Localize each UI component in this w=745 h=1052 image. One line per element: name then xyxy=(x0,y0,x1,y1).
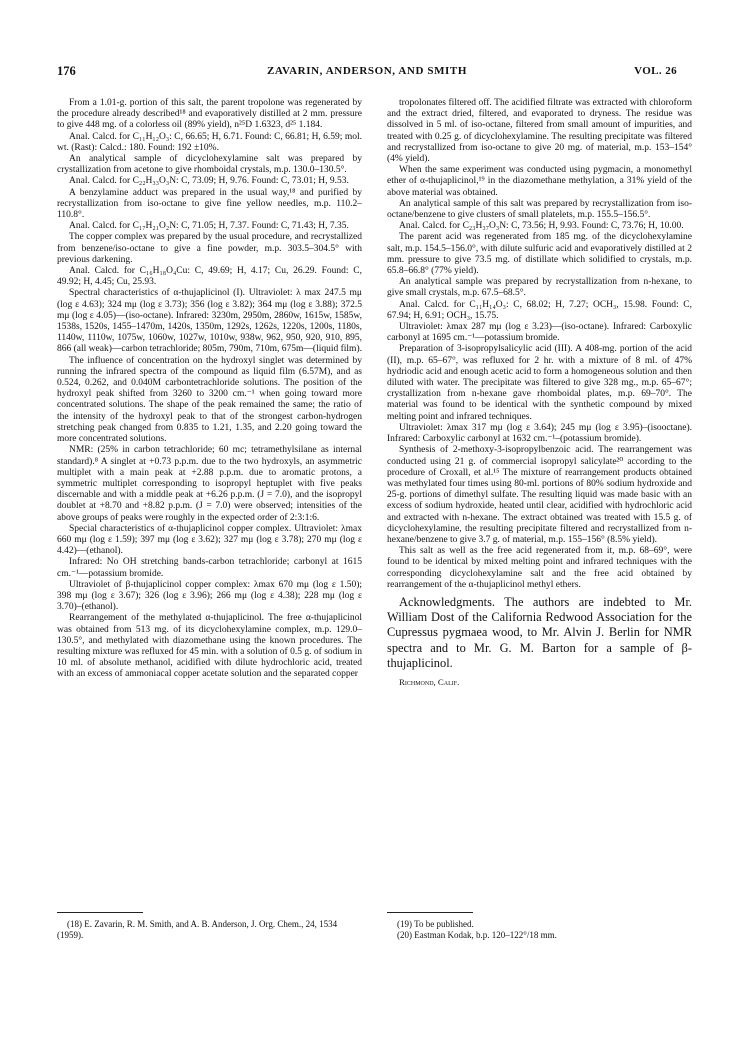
paragraph: Anal. Calcd. for C₂₂H₃₃O₃N: C, 73.09; H, 9.76. Found: C, 73.01; H, 9.53. xyxy=(69,176,349,187)
paragraph: Anal. Calcd. for C₂₃H₃₇O₃N: C, 73.56; H, 9.93. Found: C, 73.76; H, 10.00. xyxy=(399,221,684,232)
author-location: Richmond, Calif. xyxy=(399,676,460,687)
footnote: (19) To be published. xyxy=(397,919,474,929)
footnotes-right xyxy=(387,919,692,941)
paragraph: Anal. Calcd. for C₁₆H₁₈O₄Cu: C, 49.69; H, 4.17; Cu, 26.29. Found: C, 49.92; H, 4.45; Cu, 25.93. xyxy=(57,266,362,288)
paragraph: A benzylamine adduct was prepared in the usual way,¹⁸ and purified by recrystallization from iso-octane to give fine yellow needles, m.p. 110.2–110.8°. xyxy=(57,187,362,221)
paragraph: The parent acid was regenerated from 185 mg. of the dicyclohexylamine salt, m.p. 154.5–156.0°, with dilute sulfuric acid and evaporatively distilled at 2 mm. pressure to give 73.5 mg. of distillate which solidified to crystals, m.p. 65.8–66.8° (77% yield). xyxy=(387,232,692,277)
paragraph: An analytical sample of this salt was prepared by recrystallization from iso-octane/benzene to give clusters of small platelets, m.p. 155.5–156.5°. xyxy=(387,198,692,221)
paragraph: Anal. Calcd. for C₁₇H₂₁O₂N: C, 71.05; H, 7.37. Found: C, 71.43; H, 7.35. xyxy=(69,221,349,232)
paragraph: tropolonates filtered off. The acidified filtrate was extracted with chloroform and the extract dried, filtered, and evaporated to dryness. The residue was dissolved in 5 ml. of iso-octane, filtered from small amount of impurities, and treated with 0.25 g. of dicyclohexylamine. The resulting precipitate was filtered and recrystallized from iso-octane to give 20 mg. of material, m.p. 153–154° (4% yield). xyxy=(387,98,692,165)
left-column xyxy=(57,98,362,681)
footnote: (20) Eastman Kodak, b.p. 120–122°/18 mm. xyxy=(397,930,557,940)
footnote-rule xyxy=(387,912,473,913)
paragraph: Ultraviolet: λmax 287 mμ (log ε 3.23)—(iso-octane). Infrared: Carboxylic carbonyl at 1695 cm.⁻¹—potassium bromide. xyxy=(387,322,692,344)
paragraph: The copper complex was prepared by the usual procedure, and recrystallized from benzene/iso-octane to give a fine powder, m.p. 303.5–304.5° with previous darkening. xyxy=(57,232,362,265)
paragraph: An analytical sample of dicyclohexylamine salt was prepared by crystallization from acetone to give rhomboidal crystals, m.p. 130.0–130.5°. xyxy=(57,154,362,176)
paragraph: Ultraviolet: λmax 317 mμ (log ε 3.64); 245 mμ (log ε 3.95)–(isooctane). Infrared: Carboxylic carbonyl at 1632 cm.⁻¹–(potassium bromide). xyxy=(387,422,692,445)
page-number: 176 xyxy=(57,64,76,78)
footnote: (18) E. Zavarin, R. M. Smith, and A. B. Anderson, J. Org. Chem., 24, 1534 (1959). xyxy=(57,919,338,940)
paragraph: Ultraviolet of β-thujaplicinol copper complex: λmax 670 mμ (log ε 1.50); 398 mμ (log ε 3.67); 326 (log ε 3.96); 266 mμ (log ε 4.38); 228 mμ (log ε 3.70)–(ethanol). xyxy=(57,579,362,613)
volume-label: VOL. 26 xyxy=(634,65,677,77)
footnotes-left xyxy=(57,919,362,941)
right-column xyxy=(387,98,692,688)
acknowledgments: Acknowledgments. The authors are indebted to Mr. William Dost of the California Redwood Association for the Cupressus pygmaea wood, to Mr. Alvin J. Berlin for NMR spectra and to Mr. G. M. Barton for a sample of β-thujaplicinol. xyxy=(387,594,692,670)
running-authors: ZAVARIN, ANDERSON, AND SMITH xyxy=(266,65,468,77)
paragraph: Anal. Calcd. for C₁₁H₁₂O₃: C, 66.65; H, 6.71. Found: C, 66.81; H, 6.59; mol. wt. (Rast): Calcd.: 180. Found: 192 ±10%. xyxy=(57,131,362,153)
paragraph: The influence of concentration on the hydroxyl singlet was determined by running the infrared spectra of the compound as liquid film (6.57M), and as 0.524, 0.262, and 0.040M carbontetrachloride solutions. The position of the hydroxyl peak shifted from 3260 to 3200 cm.⁻¹ when going toward more concentrated solutions. The shape of the peak remained the same; the ratio of the intensity of the hydroxyl peak to that of the strongest carbon-hydrogen stretching peak changed from 0.835 to 1.21, 1.35, and 2.20 going toward the more concentrated solutions. xyxy=(57,355,362,445)
paragraph: Infrared: No OH stretching bands-carbon tetrachloride; carbonyl at 1615 cm.⁻¹—potassium bromide. xyxy=(57,557,362,579)
paragraph: Special characteristics of α-thujaplicinol copper complex. Ultraviolet: λmax 660 mμ (log ε 1.59); 397 mμ (log ε 3.62); 327 mμ (log ε 3.78); 270 mμ (log ε 4.42)—(ethanol). xyxy=(57,523,362,557)
paragraph: Spectral characteristics of α-thujaplicinol (I). Ultraviolet: λ max 247.5 mμ (log ε 4.63); 324 mμ (log ε 3.73); 356 (log ε 3.82); 364 mμ (log ε 3.88); 372.5 mμ (log ε 4.05)—(iso-octane). Infrared: 3230m, 2950m, 2860w, 1615w, 1585w, 1538s, 1520s, 1455–1470m, 1420s, 1350m, 1292s, 1262s, 1220s, 1200s, 1180s, 1140w, 1110w, 1075w, 1060w, 1027w, 1010w, 938w, 962, 950, 920, 910, 895, 866 (all weak)—carbon tetrachloride; 805m, 790m, 710m, 675m—(liquid film). xyxy=(57,288,362,355)
running-header xyxy=(57,64,677,80)
paragraph: Anal. Calcd. for C₁₁H₁₄O₃: C, 68.02; H, 7.27; OCH₃, 15.98. Found: C, 67.94; H, 6.91; OCH₃, 15.75. xyxy=(387,299,692,321)
paragraph: NMR: (25% in carbon tetrachloride; 60 mc; tetramethylsilane as internal standard).⁸ A singlet at +0.73 p.p.m. due to the two hydroxyls, an asymmetric multiplet with a main peak at +2.88 p.p.m. due to aromatic protons, a symmetric multiplet corresponding to isopropyl heptuplet with five peaks discernable and with a middle peak at +6.26 p.p.m. (J = 7.0), and the isopropyl doublet at +8.70 and +8.82 p.p.m. (J = 7.0) were observed; intensities of the above groups of peaks were roughly in the expected order of 2:3:1:6. xyxy=(57,445,362,523)
paragraph: Synthesis of 2-methoxy-3-isopropylbenzoic acid. The rearrangement was conducted using 21 g. of commercial isopropyl salicylate²⁰ according to the procedure of Croxall, et al.¹⁵ The mixture of rearrangement products obtained was methylated four times using 80-ml. portions of 80% sodium hydroxide and 25-g. portions of dimethyl sulfate. The resulting liquid was made basic with an excess of sodium hydroxide, heated until clear, acidified with hydrochloric acid and extracted with n-hexane. The extract obtained was treated with 15.5 g. of dicyclohexylamine, the resulting precipitate filtered and recrystallized from n-hexane/benzene to give 3.7 g. of material, m.p. 155–156° (8.5% yield). xyxy=(387,445,692,545)
paragraph: Rearrangement of the methylated α-thujaplicinol. The free α-thujaplicinol was obtained from 513 mg. of its dicyclohexylamine complex, m.p. 129.0–130.5°, and methylated with diazomethane using the known procedures. The resulting mixture was refluxed for 45 min. with a solution of 0.5 g. of sodium in 10 ml. of absolute methanol, acidified with dilute hydrochloric acid, treated with an excess of ammoniacal copper acetate solution and the separated copper xyxy=(57,613,362,680)
paragraph: An analytical sample was prepared by recrystallization from n-hexane, to give small crystals, m.p. 67.5–68.5°. xyxy=(387,277,692,299)
paragraph: Preparation of 3-isopropylsalicylic acid (III). A 408-mg. portion of the acid (II), m.p. 65–67°, was refluxed for 2 hr. with a mixture of 8 ml. of 47% hydriodic acid and enough acetic acid to form a homogeneous solution and then diluted with water. The precipitate was filtered to give 328 mg., m.p. 65–67°; crystallization from n-hexane gave rhomboidal plates, m.p. 69–70°. The material was found to be identical with the synthetic compound by mixed melting point and infrared techniques. xyxy=(387,344,692,422)
paragraph: From a 1.01-g. portion of this salt, the parent tropolone was regenerated by the procedure already described¹⁸ and evaporatively distilled at 2 mm. pressure to give 448 mg. of a colorless oil (89% yield), n²⁵D 1.6323, d²⁵ 1.184. xyxy=(57,98,362,131)
paragraph: When the same experiment was conducted using pygmacin, a monomethyl ether of α-thujaplicinol,¹⁹ in the diazomethane methylation, a 31% yield of the above material was obtained. xyxy=(387,165,692,198)
footnote-rule xyxy=(57,912,143,913)
paragraph: This salt as well as the free acid regenerated from it, m.p. 68–69°, were found to be identical by mixed melting point and infrared techniques with the corresponding dicyclohexylamine salt and the free acid obtained by rearrangement of the α-thujaplicinol methyl ethers. xyxy=(387,546,692,590)
